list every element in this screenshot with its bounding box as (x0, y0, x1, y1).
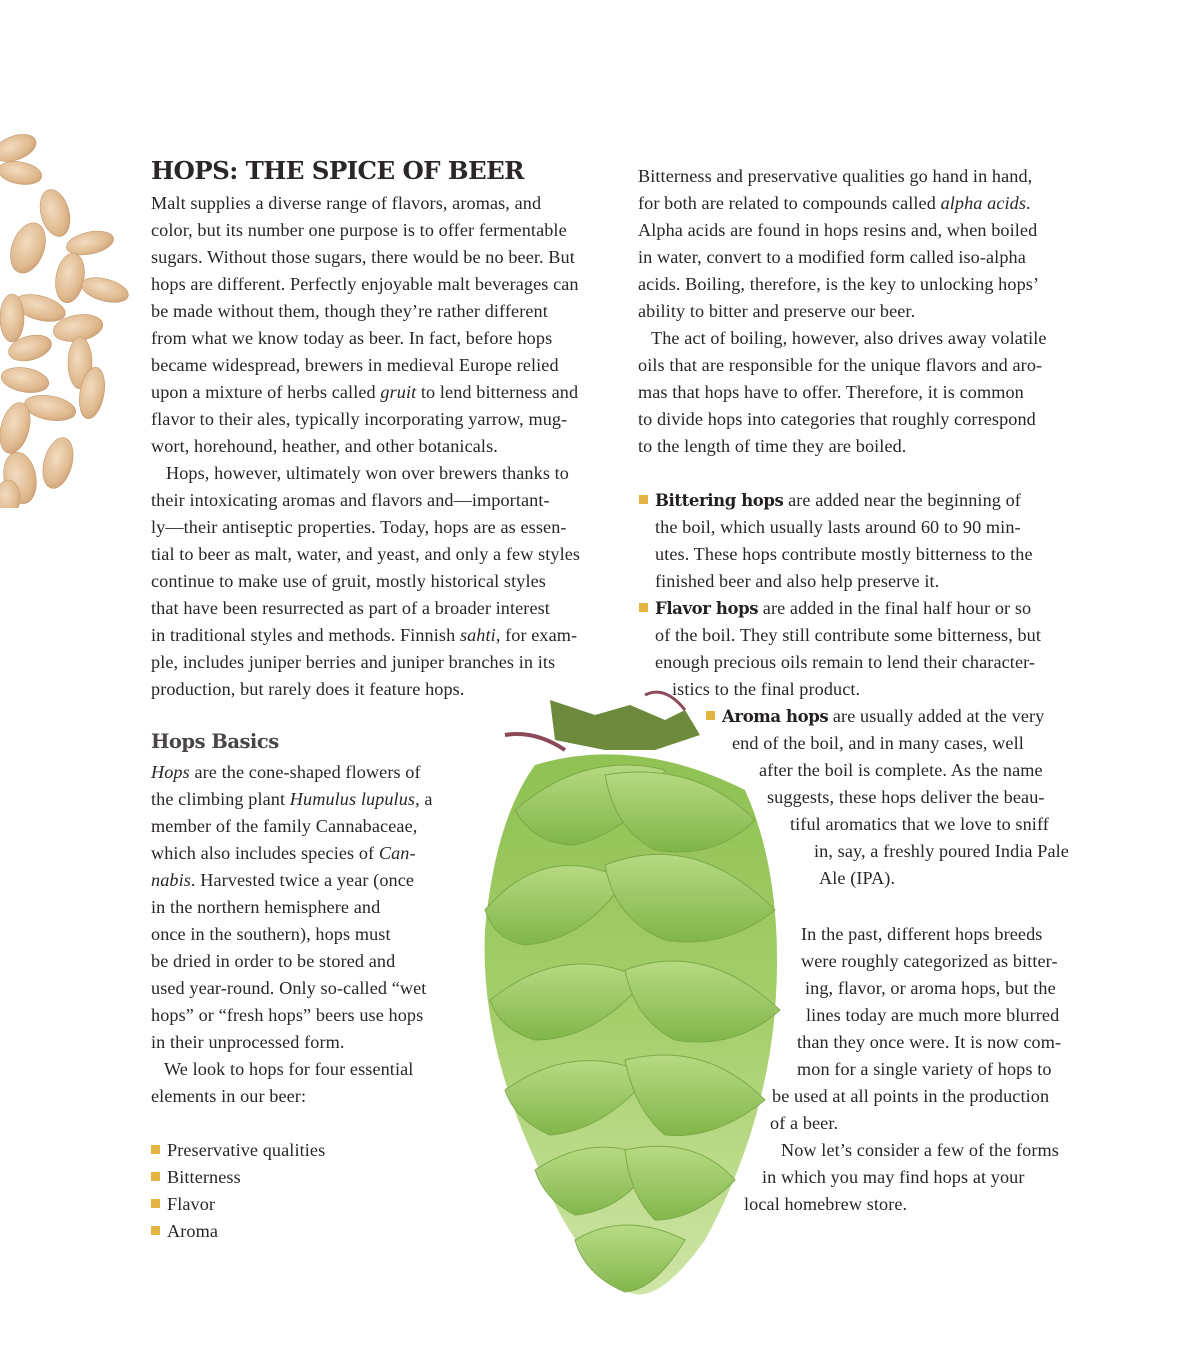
body-line: in, say, a freshly poured India Pale (814, 841, 1069, 861)
body-line: than they once were. It is now com- (797, 1032, 1062, 1052)
body-line: Bitterness and preservative qualities go hand in hand, (638, 166, 1033, 186)
text-run: the climbing plant (151, 789, 290, 809)
body-line: be dried in order to be stored and (151, 951, 396, 971)
body-line: member of the family Cannabaceae, (151, 816, 418, 836)
list-item (151, 1164, 241, 1191)
text-run: are added near the beginning of (783, 490, 1021, 510)
list-item-label: Aroma (167, 1221, 219, 1241)
list-item-label: Bitterness (167, 1167, 241, 1187)
text-run: in traditional styles and methods. Finnish (151, 625, 460, 645)
square-bullet-icon (151, 1199, 160, 1208)
body-line: be used at all points in the production (772, 1086, 1050, 1106)
body-line: of the boil. They still contribute some bitterness, but (655, 625, 1042, 645)
body-line: were roughly categorized as bitter- (801, 951, 1058, 971)
body-line: mas that hops have to offer. Therefore, it is common (638, 382, 1024, 402)
text-run: , a (415, 789, 433, 809)
body-line: to divide hops into categories that roughly correspond (638, 409, 1036, 429)
body-line: from what we know today as beer. In fact, before hops (151, 328, 553, 348)
wheat-grain-image (0, 118, 140, 508)
article-title: HOPS: THE SPICE OF BEER (151, 156, 524, 185)
category-label: Bittering hops (655, 491, 784, 510)
body-line: after the boil is complete. As the name (759, 760, 1043, 780)
body-line (151, 379, 578, 406)
category-label: Aroma hops (722, 707, 829, 726)
body-line: became widespread, brewers in medieval Europe relied (151, 355, 559, 375)
body-line: istics to the final product. (672, 679, 861, 699)
body-line: flavor to their ales, typically incorporating yarrow, mug- (151, 409, 568, 429)
body-line: ability to bitter and preserve our beer. (638, 301, 916, 321)
body-line: used year-round. Only so-called “wet (151, 978, 427, 998)
body-line: enough precious oils remain to lend their character- (655, 652, 1036, 672)
text-run: upon a mixture of herbs called (151, 382, 381, 402)
text-run: . (1026, 193, 1031, 213)
body-line (151, 867, 414, 894)
body-line: in their unprocessed form. (151, 1032, 345, 1052)
body-line: suggests, these hops deliver the beau- (767, 787, 1045, 807)
body-line: local homebrew store. (744, 1194, 908, 1214)
list-item (706, 703, 1044, 730)
body-line: Ale (IPA). (819, 868, 896, 888)
list-item (151, 1218, 218, 1245)
square-bullet-icon (151, 1172, 160, 1181)
italic-term-gruit: gruit (380, 382, 417, 402)
body-line: acids. Boiling, therefore, is the key to unlocking hops’ (638, 274, 1040, 294)
text-run: to lend bitterness and (416, 382, 579, 402)
square-bullet-icon (706, 711, 715, 720)
category-label: Flavor hops (655, 599, 759, 618)
body-line: of a beer. (770, 1113, 839, 1133)
italic-term-sahti: sahti (459, 625, 496, 645)
body-line: Hops, however, ultimately won over brewers thanks to (166, 463, 569, 483)
body-line: continue to make use of gruit, mostly historical styles (151, 571, 546, 591)
body-line: that have been resurrected as part of a broader interest (151, 598, 550, 618)
list-item (639, 595, 1031, 622)
body-line (638, 190, 1031, 217)
text-run: for both are related to compounds called (638, 193, 941, 213)
text-run: are added in the final half hour or so (758, 598, 1032, 618)
body-line: in which you may find hops at your (762, 1167, 1025, 1187)
body-line: elements in our beer: (151, 1086, 307, 1106)
body-line: tiful aromatics that we love to sniff (790, 814, 1049, 834)
text-run: are usually added at the very (828, 706, 1045, 726)
body-line: hops” or “fresh hops” beers use hops (151, 1005, 424, 1025)
body-line: Now let’s consider a few of the forms (781, 1140, 1059, 1160)
body-line (151, 786, 433, 813)
body-line: hops are different. Perfectly enjoyable malt beverages can (151, 274, 579, 294)
body-line: In the past, different hops breeds (801, 924, 1043, 944)
body-line: in the northern hemisphere and (151, 897, 381, 917)
square-bullet-icon (639, 603, 648, 612)
text-run: which also includes species of (151, 843, 379, 863)
list-item (639, 487, 1021, 514)
section-heading-hops-basics: Hops Basics (151, 730, 279, 753)
body-line: once in the southern), hops must (151, 924, 391, 944)
body-line: Alpha acids are found in hops resins and, when boiled (638, 220, 1038, 240)
body-line: ly—their antiseptic properties. Today, hops are as essen- (151, 517, 567, 537)
square-bullet-icon (639, 495, 648, 504)
text-run: . Harvested twice a year (once (190, 870, 415, 890)
body-line: finished beer and also help preserve it. (655, 571, 940, 591)
body-line: the boil, which usually lasts around 60 to 90 min- (655, 517, 1021, 537)
body-line: color, but its number one purpose is to offer fermentable (151, 220, 567, 240)
square-bullet-icon (151, 1145, 160, 1154)
body-line: production, but rarely does it feature hops. (151, 679, 465, 699)
body-line: We look to hops for four essential (164, 1059, 414, 1079)
text-run: , for exam- (495, 625, 578, 645)
italic-term-alpha-acids: alpha acids (940, 193, 1027, 213)
body-line (151, 622, 577, 649)
list-item-label: Preservative qualities (167, 1140, 326, 1160)
body-line: end of the boil, and in many cases, well (732, 733, 1024, 753)
list-item-label: Flavor (167, 1194, 216, 1214)
body-line: in water, convert to a modified form called iso-alpha (638, 247, 1026, 267)
body-line: ing, flavor, or aroma hops, but the (805, 978, 1056, 998)
body-line: The act of boiling, however, also drives away volatile (651, 328, 1047, 348)
square-bullet-icon (151, 1226, 160, 1235)
italic-term-cannabis: nabis (151, 870, 191, 890)
body-line: wort, horehound, heather, and other botanicals. (151, 436, 498, 456)
italic-term-cannabis: Can- (378, 843, 416, 863)
body-line: their intoxicating aromas and flavors and—important- (151, 490, 550, 510)
body-line: lines today are much more blurred (806, 1005, 1060, 1025)
body-line (151, 840, 416, 867)
body-line: be made without them, though they’re rather different (151, 301, 548, 321)
body-line: to the length of time they are boiled. (638, 436, 907, 456)
italic-term-hops: Hops (151, 762, 190, 782)
italic-term-humulus-lupulus: Humulus lupulus (289, 789, 416, 809)
body-line: utes. These hops contribute mostly bitterness to the (655, 544, 1033, 564)
body-line: ple, includes juniper berries and juniper branches in its (151, 652, 556, 672)
body-line: tial to beer as malt, water, and yeast, and only a few styles (151, 544, 581, 564)
body-line: oils that are responsible for the unique flavors and aro- (638, 355, 1043, 375)
text-run: are the cone-shaped flowers of (189, 762, 421, 782)
body-line: mon for a single variety of hops to (797, 1059, 1052, 1079)
body-line (151, 759, 421, 786)
list-item (151, 1137, 325, 1164)
body-line: sugars. Without those sugars, there would be no beer. But (151, 247, 575, 267)
body-line: Malt supplies a diverse range of flavors, aromas, and (151, 193, 542, 213)
list-item (151, 1191, 215, 1218)
